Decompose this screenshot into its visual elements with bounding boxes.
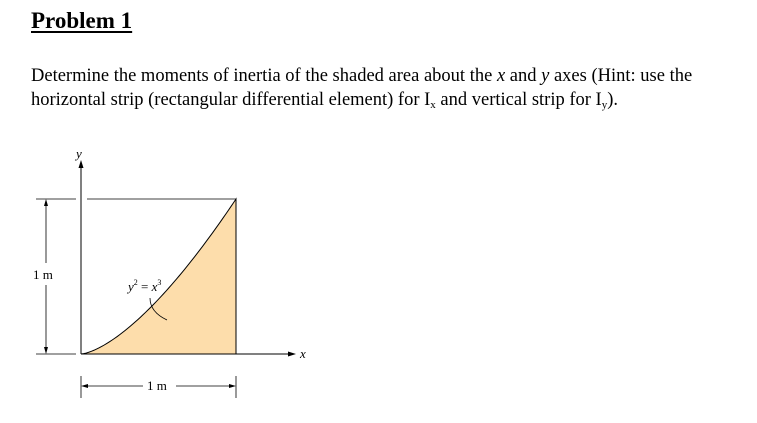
shaded-area xyxy=(81,199,236,354)
x-axis-arrow xyxy=(288,352,296,357)
y-axis-arrow xyxy=(79,160,84,168)
y-axis-label: y xyxy=(76,146,82,161)
problem-statement: Determine the moments of inertia of the shaded area about the x and y axes (Hint: use the horizontal strip (rectangular differential element) for Ix and vertical strip for Iy). xyxy=(31,66,693,111)
height-dimension-label: 1 m xyxy=(33,267,53,282)
width-arrow-left xyxy=(81,384,88,388)
problem-title: Problem 1 xyxy=(31,8,133,33)
x-axis-label: x xyxy=(300,346,306,361)
width-arrow-right xyxy=(229,384,236,388)
height-arrow-down xyxy=(44,347,48,354)
height-arrow-up xyxy=(44,199,48,206)
curve-equation: $y^2 = x^3$ xyxy=(128,278,162,294)
width-dimension-label: 1 m xyxy=(147,378,167,393)
